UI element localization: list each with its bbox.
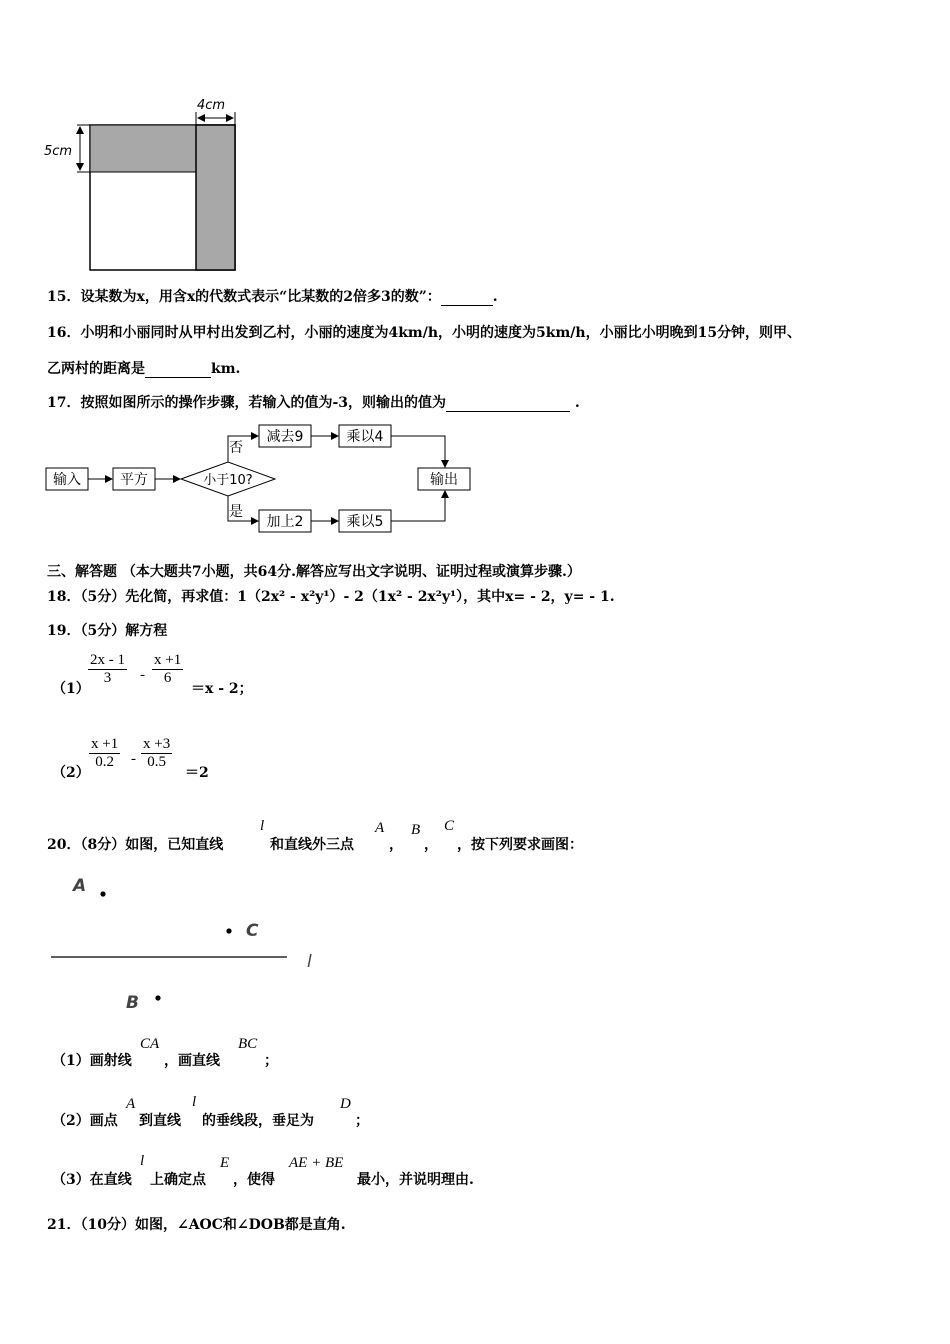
eq2-label: （2） — [52, 765, 90, 781]
q20-suffix: ，按下列要求画图： — [457, 837, 583, 853]
answer-blank-17[interactable] — [446, 395, 570, 412]
section-3-heading: 三、解答题 （本大题共7小题，共64分.解答应写出文字说明、证明过程或演算步骤.） — [47, 564, 581, 580]
eq2-operator: - — [131, 751, 136, 767]
flow-no-label: 否 — [229, 440, 243, 456]
q20-point-B: B — [411, 822, 421, 838]
eq1-operator: - — [140, 667, 145, 683]
q20-s3-mid: 上确定点 — [150, 1172, 206, 1188]
eq2-fraction-2: $\frac{x +3}{0.5}$ — [143, 736, 171, 770]
flow-yes-label: 是 — [229, 504, 243, 520]
fig-label-l: l — [307, 952, 312, 972]
fig-point-B — [155, 995, 160, 1000]
q20-prefix: 20．（8分）如图，已知直线 — [47, 837, 224, 853]
answer-blank-15[interactable] — [441, 289, 493, 306]
question-16-line1: 16．小明和小丽同时从甲村出发到乙村，小丽的速度为4km/h，小明的速度为5km/h，小丽比小明晚到15分钟，则甲、 — [47, 325, 802, 341]
q20-s3-end: 最小，并说明理由. — [357, 1172, 474, 1188]
q20-s3-expr: AE + BE — [289, 1155, 344, 1171]
q20-s2-tail: 的垂线段，垂足为 — [202, 1113, 314, 1129]
flow-square: 平方 — [120, 472, 148, 488]
q20-s2-label: （2）画点 — [52, 1113, 118, 1129]
q20-point-C: C — [444, 818, 455, 834]
q20-s2-line: l — [192, 1094, 197, 1110]
eq1-rhs: ＝x - 2； — [191, 681, 253, 697]
eq1-fraction-2: $\frac{x +1}{6}$ — [154, 652, 182, 686]
eq2-rhs: ＝2 — [185, 765, 209, 781]
question-19-title: 19．（5分）解方程 — [47, 623, 168, 639]
fig-label-B: B — [126, 993, 139, 1013]
points-line-figure — [45, 870, 345, 1015]
q20-s2-point: A — [126, 1096, 136, 1112]
flow-output: 输出 — [430, 472, 458, 488]
fig-label-A: A — [73, 876, 87, 896]
q20-s1-end: ； — [264, 1053, 278, 1069]
q20-point-A: A — [375, 820, 385, 836]
q20-s1-line: BC — [238, 1036, 258, 1052]
q20-s3-point: E — [220, 1155, 230, 1171]
q20-s2-mid: 到直线 — [139, 1113, 181, 1129]
question-16-line2: 乙两村的距离是 km. — [47, 361, 241, 377]
q20-s2-end: ； — [355, 1113, 369, 1129]
flow-minus9: 减去9 — [266, 429, 304, 445]
q20-line-l: l — [260, 818, 265, 834]
width-label: 4cm — [197, 98, 226, 113]
q20-comma-1: ， — [389, 837, 403, 853]
answer-blank-16[interactable] — [145, 361, 211, 378]
flowchart — [40, 420, 490, 535]
q20-s3-tail: ，使得 — [233, 1172, 275, 1188]
q20-comma-2: ， — [424, 837, 438, 853]
fig-point-C — [226, 928, 231, 933]
question-15: 15．设某数为x，用含x的代数式表示“比某数的2倍多3的数”： . — [47, 289, 498, 305]
flow-condition: 小于10? — [203, 473, 253, 488]
flow-times5: 乘以5 — [346, 514, 384, 530]
question-17: 17．按照如图所示的操作步骤，若输入的值为-3，则输出的值为 . — [47, 395, 580, 411]
rectangle-figure — [40, 92, 250, 277]
height-label: 5cm — [44, 144, 73, 159]
fig-point-A — [100, 891, 105, 896]
eq1-label: （1） — [52, 681, 90, 697]
q20-s2-foot: D — [340, 1096, 351, 1112]
q20-s1-label: （1）画射线 — [52, 1053, 132, 1069]
q20-s3-line: l — [140, 1153, 145, 1169]
flow-input: 输入 — [53, 472, 81, 488]
flow-plus2: 加上2 — [266, 514, 304, 530]
q20-s1-mid: ，画直线 — [164, 1053, 220, 1069]
fig-label-C: C — [246, 921, 259, 941]
eq1-fraction-1: $\frac{2x - 1}{3}$ — [90, 652, 125, 686]
q20-s3-label: （3）在直线 — [52, 1172, 132, 1188]
q20-mid: 和直线外三点 — [270, 837, 354, 853]
question-18: 18．（5分）先化简，再求值：1（2x² - x²y¹）- 2（1x² - 2x²y¹），其中x= - 2，y= - 1. — [47, 589, 615, 605]
q20-s1-ray: CA — [140, 1036, 160, 1052]
question-21: 21．（10分）如图，∠AOC和∠DOB都是直角. — [47, 1217, 346, 1233]
flow-times4: 乘以4 — [346, 429, 384, 445]
eq2-fraction-1: $\frac{x +1}{0.2}$ — [91, 736, 119, 770]
